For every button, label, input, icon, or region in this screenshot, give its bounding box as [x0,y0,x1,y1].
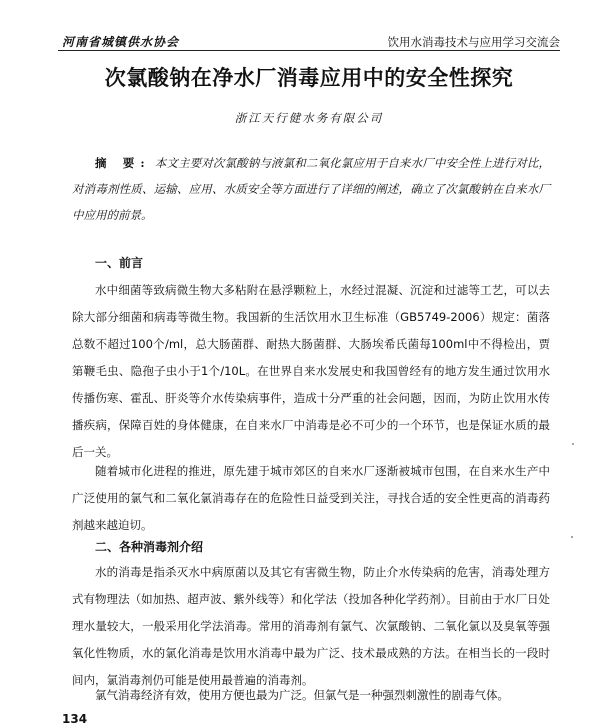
article-author: 浙江天行健水务有限公司 [234,111,384,125]
paragraph-intro-2: 随着城市化进程的推进，原先建于城市郊区的自来水厂逐渐被城市包围，在自来水生产中广泛使用的氯气和二氧化氯消毒存在的危险性日益受到关注，寻找合适的安全性更高的消毒药剂越来越迫切。 [72,464,550,532]
scan-speck [572,443,574,445]
abstract-text: 本文主要对次氯酸钠与液氯和二氧化氯应用于自来水厂中安全性上进行对比，对消毒剂性质、运输、应用、水质安全等方面进行了详细的阐述，确立了次氯酸钠在自来水厂中应用的前景。 [72,156,551,222]
section-heading-disinfectants: 二、各种消毒剂介绍 [95,540,204,554]
header-organization: 河南省城镇供水协会 [62,35,180,49]
paragraph-intro-1: 水中细菌等致病微生物大多粘附在悬浮颗粒上，水经过混凝、沉淀和过滤等工艺，可以去除大部分细菌和病毒等微生物。我国新的生活饮用水卫生标准（GB5749-2006）规定：菌落总数不超过100个/ml，总大肠菌群、耐热大肠菌群、大肠埃希氏菌每100ml中不得检出，贾第鞭毛虫、隐孢子虫小于1个/10L。在世界自来水发展史和我国曾经有的地方发生通过饮用水传播伤寒、霍乱、肝炎等介水传染病事件，造成十分严重的社会问题，因而，为防止饮用水传播疾病，保障百姓的身体健康，在自来水厂中消毒是必不可少的一个环节，也是保证水质的最后一关。 [72,283,550,459]
paragraph-disinfectants-1: 水的消毒是指杀灭水中病原菌以及其它有害微生物，防止介水传染病的危害，消毒处理方式有物理法（如加热、超声波、紫外线等）和化学法（投加各种化学药剂）。目前由于水厂日处理水量较大，一般采用化学法消毒。常用的消毒剂有氯气、次氯酸钠、二氧化氯以及臭氧等强氧化性物质，水的氯化消毒是饮用水消毒中最为广泛、技术最成熟的方法。在相当长的一段时间内，氯消毒剂仍可能是使用最普遍的消毒剂。 [72,565,550,687]
header-divider [58,50,560,51]
page-number: 134 [62,712,88,726]
paragraph-disinfectants-2: 氯气消毒经济有效，使用方便也最为广泛。但氯气是一种强烈刺激性的剧毒气体。 [95,688,509,702]
section-heading-intro: 一、前言 [95,256,144,270]
article-title: 次氯酸钠在净水厂消毒应用中的安全性探究 [104,65,514,90]
abstract-label: 摘 要: [95,156,151,170]
scan-speck [571,536,573,538]
header-conference: 饮用水消毒技术与应用学习交流会 [387,35,560,49]
abstract-block [72,150,550,228]
